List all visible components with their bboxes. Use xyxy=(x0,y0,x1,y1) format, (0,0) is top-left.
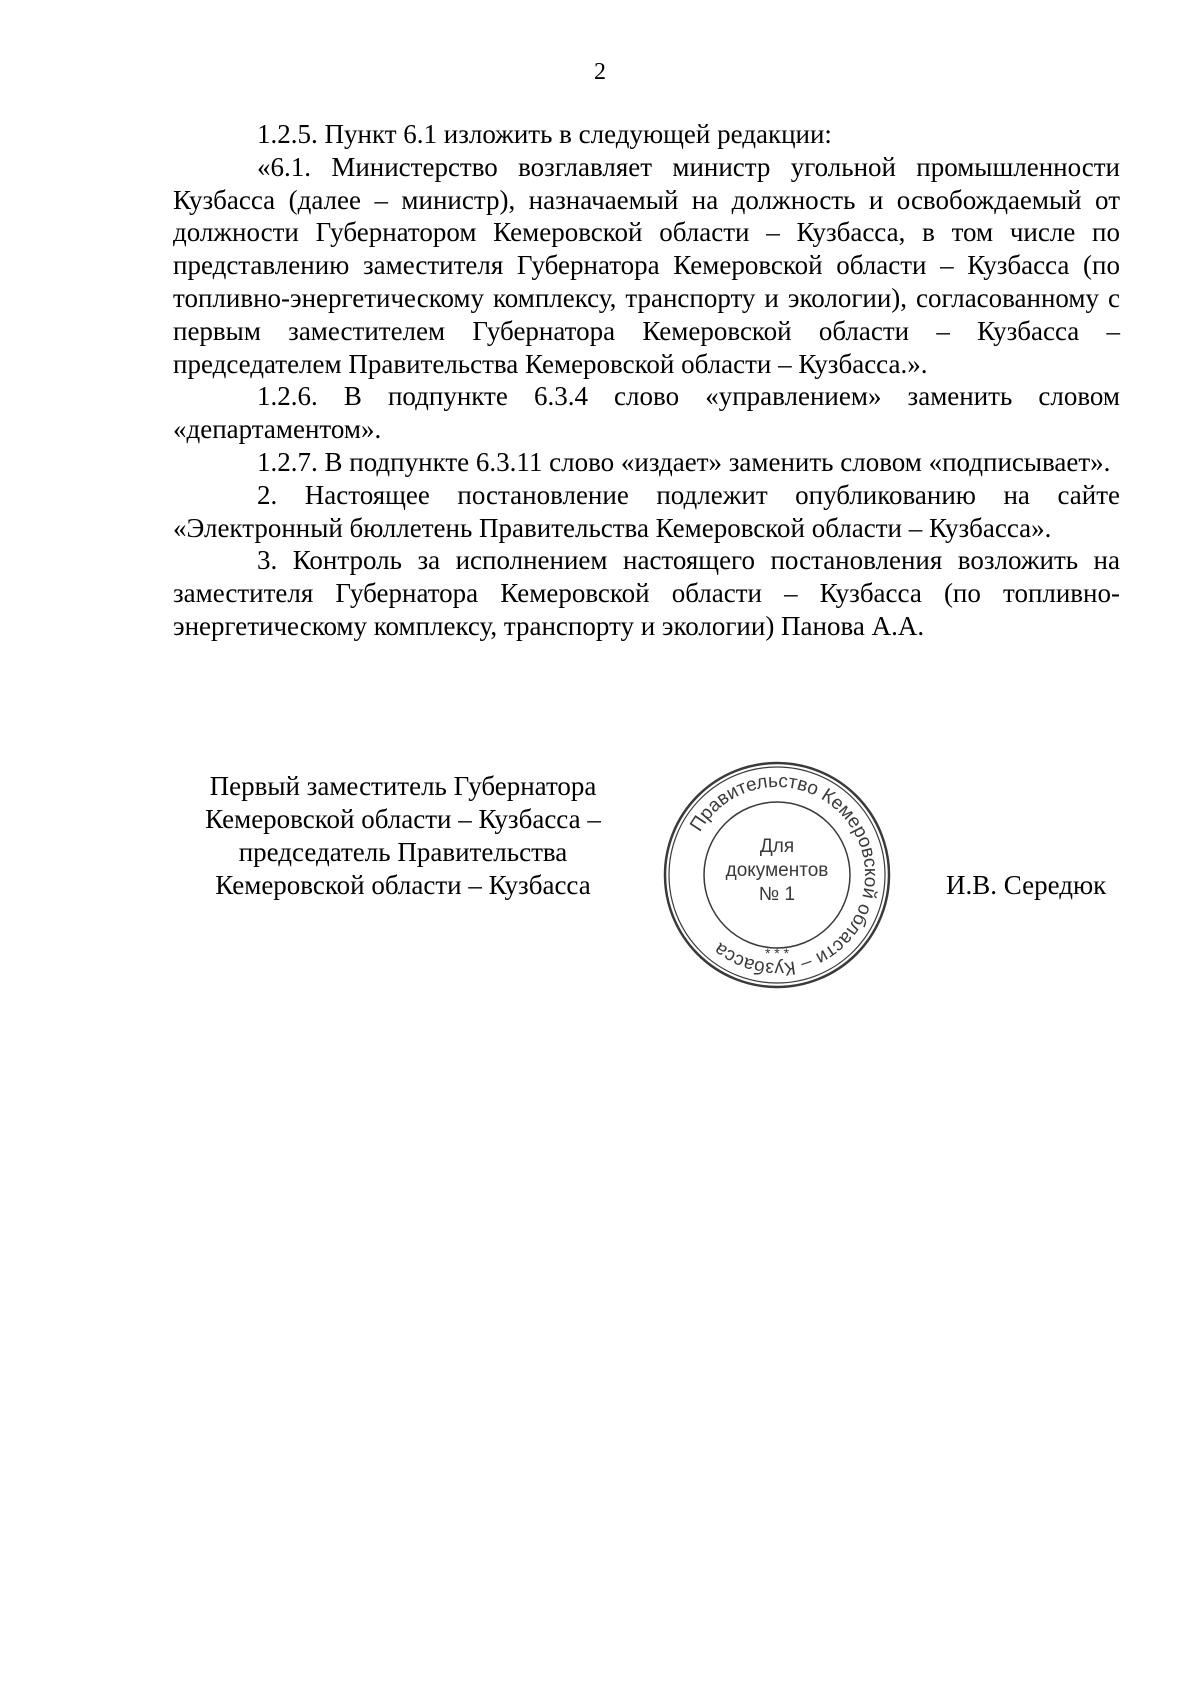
paragraph-1-2-7: 1.2.7. В подпункте 6.3.11 слово «издает» заменить словом «подписывает». xyxy=(257,446,1111,477)
document-body xyxy=(173,118,1120,643)
paragraph-6-1-text: «6.1. Министерство возглавляет министр угольной промышленности Кузбасса (далее – министр), назначаемый на должность и освобождаемый от должности Губернатором Кемеровской области – Кузбасса, в том числе по представлению заместителя Губернатора Кемеровской области – Кузбасса (по топливно-энергетическому комплексу, транспорту и экологии), согласованному с первым заместителем Губернатора Кемеровской области – Кузбасса – председателем Правительства Кемеровской области – Кузбасса.». xyxy=(173,151,1120,379)
paragraph-3-control: 3. Контроль за исполнением настоящего постановления возложить на заместителя Губернатора Кемеровской области – Кузбасса (по топливно-энергетическому комплексу, транспорту и экологии) Панова А.А. xyxy=(173,545,1120,641)
signer-title-line: Первый заместитель Губернатора xyxy=(209,771,597,801)
signer-title xyxy=(173,770,633,902)
page-number: 2 xyxy=(594,59,606,85)
seal-center-line: Для xyxy=(759,836,795,857)
seal-center-line: № 1 xyxy=(758,884,796,905)
signer-title-line: председатель Правительства xyxy=(238,837,568,867)
seal-stars: * * * xyxy=(764,945,790,961)
seal-ring-text: Правительство Кемеровской области – Кузбасса xyxy=(686,770,882,980)
signer-name: И.В. Середюк xyxy=(946,870,1107,900)
seal-center-line: документов xyxy=(725,860,829,881)
paragraph-1-2-5: 1.2.5. Пункт 6.1 изложить в следующей редакции: xyxy=(257,119,832,149)
signer-title-line: Кемеровской области – Кузбасса xyxy=(215,870,591,900)
paragraph-2-publication: 2. Настоящее постановление подлежит опубликованию на сайте «Электронный бюллетень Правительства Кемеровской области – Кузбасса». xyxy=(173,479,1120,543)
official-seal xyxy=(662,760,892,990)
signer-title-line: Кемеровской области – Кузбасса – xyxy=(205,804,601,834)
paragraph-1-2-6: 1.2.6. В подпункте 6.3.4 слово «управлением» заменить словом «департаментом». xyxy=(173,381,1120,445)
